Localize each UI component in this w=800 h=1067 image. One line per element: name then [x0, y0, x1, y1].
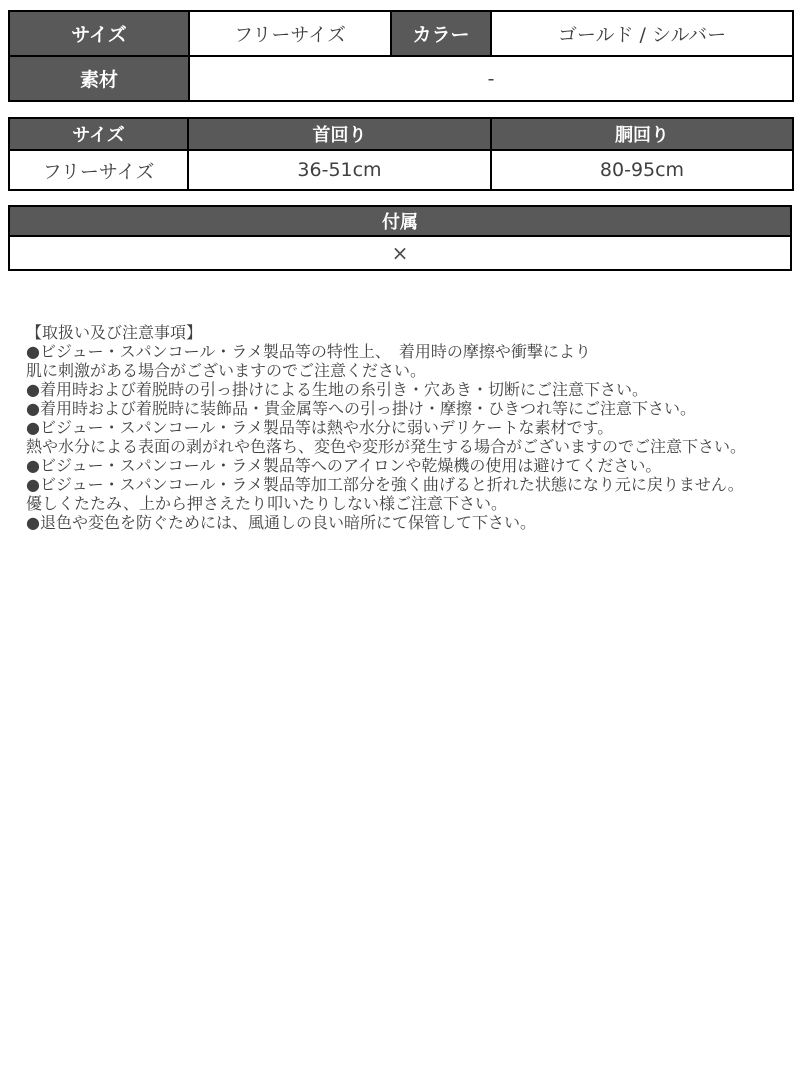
spec-color-header: カラー: [391, 11, 491, 56]
spec-color-value: ゴールド / シルバー: [491, 11, 793, 56]
care-note-line: ●ビジュー・スパンコール・ラメ製品等加工部分を強く曲げると折れた状態になり元に戻りません。: [26, 475, 744, 494]
care-notes-title: 【取扱い及び注意事項】: [26, 323, 203, 342]
spec-material-value: -: [189, 56, 793, 101]
care-note-line: ●ビジュー・スパンコール・ラメ製品等は熱や水分に弱いデリケートな素材です。: [26, 418, 614, 437]
size-table: [8, 117, 794, 191]
table-row: [9, 150, 793, 190]
care-note-line: ●ビジュー・スパンコール・ラメ製品等へのアイロンや乾燥機の使用は避けてください。: [26, 456, 662, 475]
size-table-cell-size: フリーサイズ: [9, 150, 188, 190]
table-header-row: [9, 118, 793, 150]
spec-material-header: 素材: [9, 56, 189, 101]
product-detail-page: [0, 0, 800, 532]
spec-size-header: サイズ: [9, 11, 189, 56]
size-table-header-neck: 首回り: [188, 118, 491, 150]
care-note-line: ●退色や変色を防ぐためには、風通しの良い暗所にて保管して下さい。: [26, 513, 536, 532]
accessory-value: ×: [9, 236, 791, 270]
care-note-line: 肌に刺激がある場合がございますのでご注意ください。: [26, 361, 427, 380]
care-note-line: ●着用時および着脱時の引っ掛けによる生地の糸引き・穴あき・切断にご注意下さい。: [26, 380, 648, 399]
table-row: [9, 11, 793, 56]
table-row: [9, 56, 793, 101]
care-notes: [26, 323, 792, 532]
care-note-line: 優しくたたみ、上から押さえたり叩いたりしない様ご注意下さい。: [26, 494, 507, 513]
size-table-header-waist: 胴回り: [491, 118, 793, 150]
table-header-row: [9, 206, 791, 236]
care-note-line: 熱や水分による表面の剥がれや色落ち、変色や変形が発生する場合がございますのでご注意下さい。: [26, 437, 747, 456]
table-row: [9, 236, 791, 270]
size-table-header-size: サイズ: [9, 118, 188, 150]
size-table-cell-waist: 80-95cm: [491, 150, 793, 190]
accessory-table: [8, 205, 792, 271]
accessory-header: 付属: [9, 206, 791, 236]
spec-table: [8, 10, 794, 102]
spec-size-value: フリーサイズ: [189, 11, 391, 56]
care-note-line: ●着用時および着脱時に装飾品・貴金属等への引っ掛け・摩擦・ひきつれ等にご注意下さい。: [26, 399, 696, 418]
care-note-line: ●ビジュー・スパンコール・ラメ製品等の特性上、 着用時の摩擦や衝撃により: [26, 342, 591, 361]
size-table-cell-neck: 36-51cm: [188, 150, 491, 190]
